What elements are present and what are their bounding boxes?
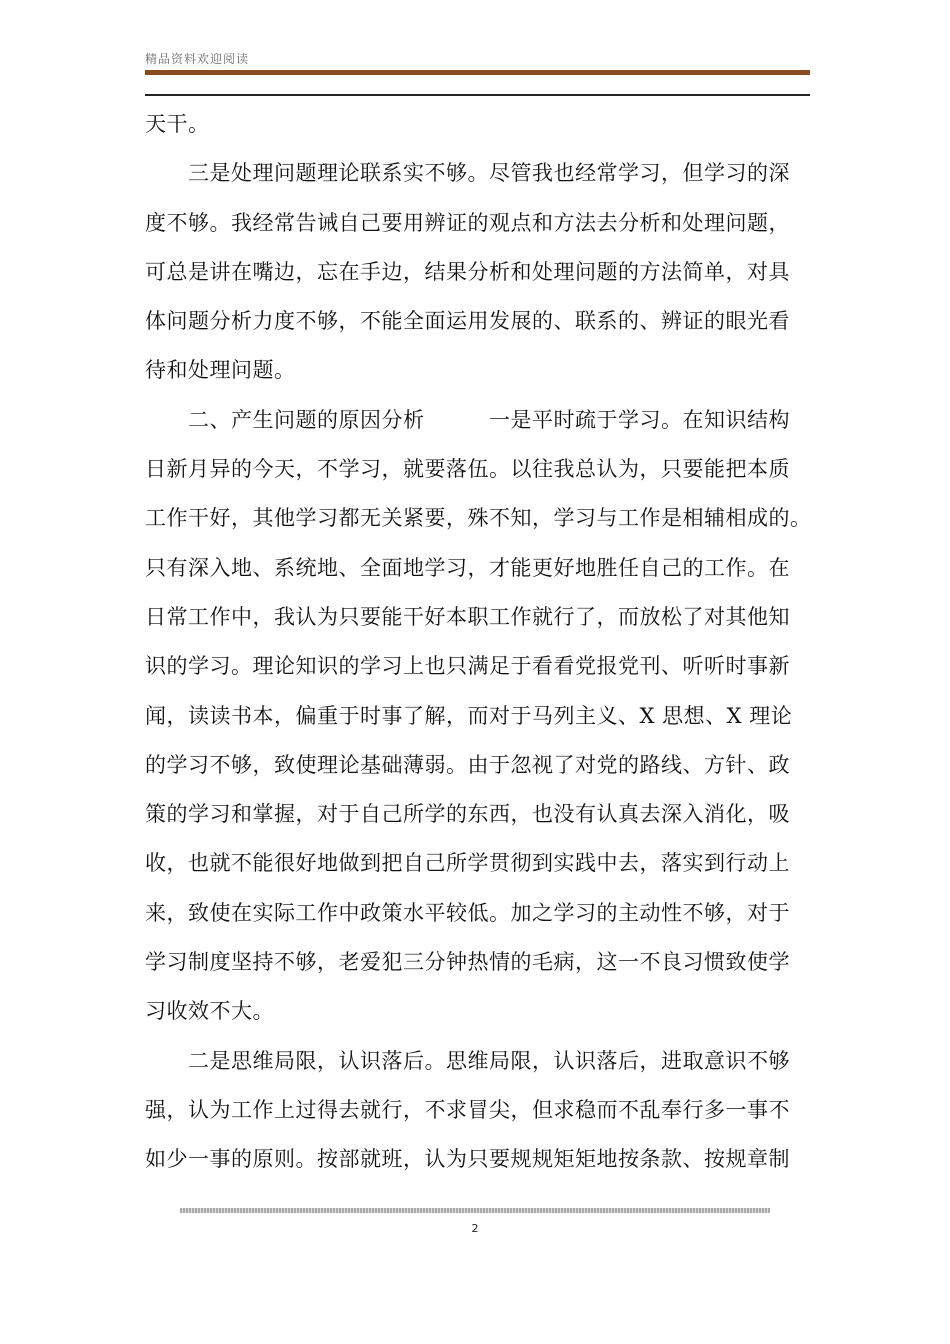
text-line: 待和处理问题。 [145,358,296,383]
text-line: 学习制度坚持不够，老爱犯三分钟热情的毛病，这一不良习惯致使学 [145,950,790,975]
text-line: 二是思维局限，认识落后。思维局限，认识落后，进取意识不够 [145,1048,790,1073]
text-line: 可总是讲在嘴边，忘在手边，结果分析和处理问题的方法简单，对具 [145,259,790,284]
text-line: 二、产生问题的原因分析 一是平时疏于学习。在知识结构 [145,407,790,432]
header-rule-thick [145,70,810,75]
text-line: 三是处理问题理论联系实不够。尽管我也经常学习，但学习的深 [145,161,790,186]
text-line: 只有深入地、系统地、全面地学习，才能更好地胜任自己的工作。在 [145,555,790,580]
text-line: 如少一事的原则。按部就班，认为只要规规矩矩地按条款、按规章制 [145,1147,790,1172]
document-body [145,100,825,1185]
text-line: 日新月异的今天，不学习，就要落伍。以往我总认为，只要能把本质 [145,457,790,482]
text-line: 来，致使在实际工作中政策水平较低。加之学习的主动性不够，对于 [145,900,790,925]
footer-rule [180,1208,770,1213]
header-title: 精品资料欢迎阅读 [145,52,250,66]
page-number: 2 [471,1222,479,1235]
text-line: 闻，读读书本，偏重于时事了解，而对于马列主义、X 思想、X 理论 [145,703,793,728]
text-line: 习收效不大。 [145,999,274,1024]
header-rule-thin [145,94,810,96]
text-line: 的学习不够，致使理论基础薄弱。由于忽视了对党的路线、方针、政 [145,752,790,777]
text-line: 工作干好，其他学习都无关紧要，殊不知，学习与工作是相辅相成的。 [145,506,812,531]
text-line: 识的学习。理论知识的学习上也只满足于看看党报党刊、听听时事新 [145,654,790,679]
text-line: 收，也就不能很好地做到把自己所学贯彻到实践中去，落实到行动上 [145,851,790,876]
text-line: 策的学习和掌握，对于自己所学的东西，也没有认真去深入消化，吸 [145,802,790,827]
text-line: 天干。 [145,112,210,136]
text-line: 体问题分析力度不够，不能全面运用发展的、联系的、辨证的眼光看 [145,309,790,334]
text-line: 强，认为工作上过得去就行，不求冒尖，但求稳而不乱奉行多一事不 [145,1097,790,1122]
text-line: 日常工作中，我认为只要能干好本职工作就行了，而放松了对其他知 [145,604,790,629]
text-line: 度不够。我经常告诫自己要用辨证的观点和方法去分析和处理问题， [145,210,790,235]
